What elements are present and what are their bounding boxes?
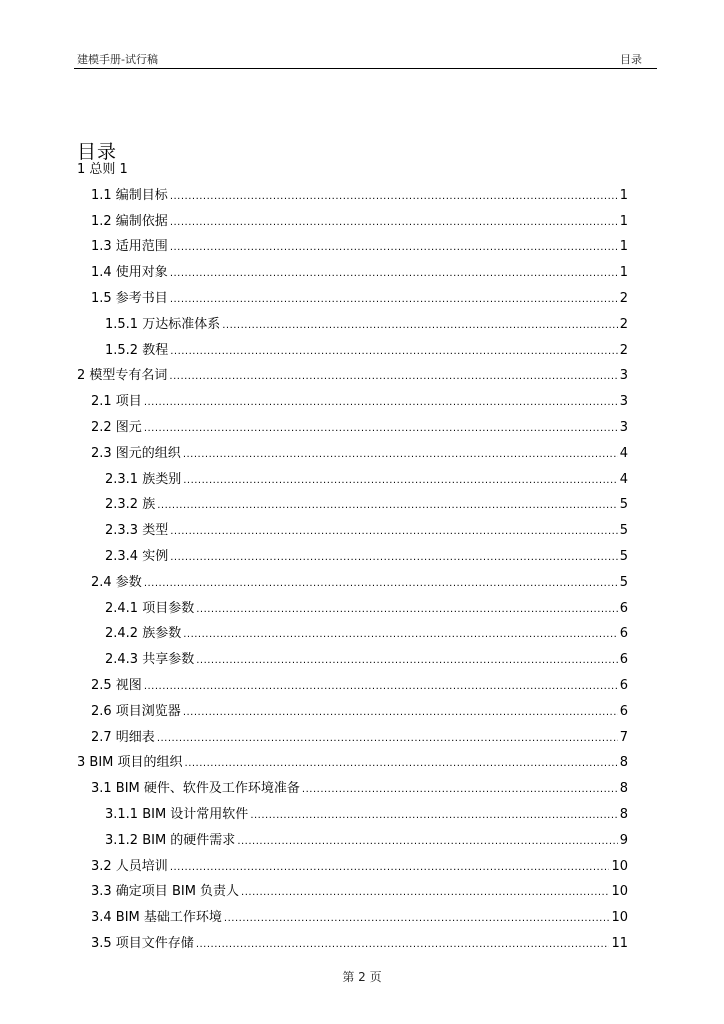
toc-entry-title: 2.4.1 项目参数: [105, 600, 195, 616]
toc-entry[interactable]: [91, 186, 628, 204]
toc-entry-page: 3: [619, 394, 628, 410]
toc-entry[interactable]: [105, 650, 628, 668]
toc-entry-title: 1.5.2 教程: [105, 342, 169, 358]
toc-entry-title: 3.2 人员培训: [91, 858, 168, 874]
toc-entry[interactable]: [91, 573, 628, 591]
toc-dot-leader: [157, 499, 618, 513]
toc-entry-page: 10: [611, 884, 628, 900]
toc-entry-page: 5: [619, 574, 628, 590]
toc-entry[interactable]: [77, 366, 628, 384]
toc-entry[interactable]: [91, 263, 628, 281]
toc-entry-page: 2: [619, 316, 628, 332]
toc-entry[interactable]: [91, 444, 628, 462]
toc-entry[interactable]: [91, 908, 628, 926]
toc-dot-leader: [196, 603, 618, 617]
toc-entry[interactable]: [91, 934, 628, 952]
toc-entry[interactable]: [105, 521, 628, 539]
toc-entry-title: 1.1 编制目标: [91, 187, 168, 203]
toc-entry[interactable]: [91, 418, 628, 436]
toc-dot-leader: [224, 912, 610, 926]
toc-dot-leader: [144, 577, 618, 591]
toc-entry-title: 3.1.1 BIM 设计常用软件: [105, 807, 249, 822]
toc-dot-leader: [144, 396, 618, 410]
toc-entry-title: 2.6 项目浏览器: [91, 703, 181, 719]
toc-entry-title: 3.3 确定项目 BIM 负责人: [91, 884, 240, 900]
toc-dot-leader: [170, 293, 618, 307]
toc-entry[interactable]: [105, 315, 628, 333]
toc-dot-leader: [196, 938, 610, 952]
toc-entry-page: 7: [619, 729, 628, 745]
toc-dot-leader: [183, 628, 618, 642]
toc-entry[interactable]: [91, 676, 628, 694]
toc-entry-page: 1: [619, 265, 628, 281]
toc-entry-title: 2.3 图元的组织: [91, 445, 181, 461]
toc-entry[interactable]: [105, 495, 628, 513]
toc-entry-title: 2.7 明细表: [91, 729, 155, 745]
toc-entry[interactable]: [91, 779, 628, 797]
toc-entry[interactable]: [91, 882, 628, 900]
toc-entry[interactable]: [105, 547, 628, 565]
toc-entry-title: 2.3.3 类型: [105, 523, 169, 539]
toc-dot-leader: [170, 861, 610, 875]
toc-dot-leader: [170, 551, 618, 565]
toc-dot-leader: [170, 216, 618, 230]
toc-entry-page: 2: [619, 291, 628, 306]
toc-dot-leader: [144, 422, 618, 436]
toc-dot-leader: [250, 809, 617, 823]
toc-dot-leader: [183, 474, 618, 488]
page-header-left: 建模手册-试行稿: [77, 53, 158, 66]
toc-dot-leader: [169, 370, 617, 384]
toc-entry[interactable]: [77, 753, 628, 771]
toc-entry-page: 4: [619, 471, 628, 487]
toc-entry-title: 2.3.2 族: [105, 497, 156, 513]
toc-entry-page: 6: [619, 703, 628, 719]
toc-entry-title: 1.5.1 万达标准体系: [105, 316, 221, 332]
toc-dot-leader: [170, 525, 618, 539]
toc-entry[interactable]: [91, 857, 628, 875]
toc-entry-title: 3.1 BIM 硬件、软件及工作环境准备: [91, 781, 300, 797]
toc-entry[interactable]: [91, 212, 628, 230]
toc-dot-leader: [302, 783, 618, 797]
toc-dot-leader: [170, 241, 618, 255]
toc-entry-title: 2.1 项目: [91, 394, 142, 410]
toc-entry-title: 3.1.2 BIM 的硬件需求: [105, 832, 236, 848]
toc-entry[interactable]: [91, 728, 628, 746]
toc-entry-title: 3 BIM 项目的组织: [77, 755, 183, 771]
page-footer: 第 2 页: [342, 970, 382, 984]
toc-entry[interactable]: [77, 160, 628, 178]
toc-entry-page: 3: [619, 420, 628, 435]
toc-entry-page: 9: [619, 832, 628, 848]
toc-dot-leader: [183, 706, 618, 720]
toc-entry-page: 6: [619, 678, 628, 693]
toc-entry-page: 5: [619, 549, 628, 564]
toc-dot-leader: [144, 680, 618, 694]
page-header-right: 目录: [620, 53, 642, 66]
toc-entry[interactable]: [105, 624, 628, 642]
toc-entry-page: 8: [619, 807, 628, 822]
toc-entry-title: 2.4 参数: [91, 574, 142, 590]
toc-dot-leader: [237, 835, 617, 849]
toc-dot-leader: [183, 448, 618, 462]
toc-dot-leader: [157, 732, 618, 746]
toc-entry-title: 2.2 图元: [91, 420, 142, 435]
toc-entry-page: 8: [619, 781, 628, 797]
toc-entry[interactable]: [105, 805, 628, 823]
toc-entry[interactable]: [105, 341, 628, 359]
toc-entry-title: 2.3.4 实例: [105, 549, 169, 564]
toc-dot-leader: [196, 654, 618, 668]
toc-title: 目录: [77, 140, 118, 163]
toc-entry-page: 10: [611, 910, 628, 926]
toc-entry-page: 3: [619, 368, 628, 384]
toc-entry-title: 2.4.2 族参数: [105, 626, 182, 642]
toc-entry-title: 3.4 BIM 基础工作环境: [91, 910, 222, 926]
toc-entry[interactable]: [91, 289, 628, 307]
toc-entry-title: 2 模型专有名词: [77, 368, 168, 384]
toc-entry-page: 5: [619, 497, 628, 513]
toc-entry[interactable]: [91, 392, 628, 410]
toc-entry-page: 6: [619, 600, 628, 616]
toc-dot-leader: [222, 319, 618, 333]
toc-entry[interactable]: [105, 831, 628, 849]
header-divider: [74, 68, 657, 69]
toc-entry-page: 1: [619, 239, 628, 255]
toc-entry-title: 1.3 适用范围: [91, 239, 168, 255]
toc-entry-page: 1: [619, 187, 628, 203]
toc-entry-title: 2.3.1 族类别: [105, 471, 182, 487]
toc-dot-leader: [170, 190, 618, 204]
toc-entry-page: 8: [619, 755, 628, 771]
toc-entry-page: 5: [619, 523, 628, 539]
toc-entry-title: 2.5 视图: [91, 678, 142, 693]
toc-entry[interactable]: [105, 599, 628, 617]
toc-entry-page: 1: [619, 213, 628, 229]
toc-dot-leader: [170, 267, 618, 281]
toc-entry-page: 10: [611, 858, 628, 874]
toc-entry[interactable]: [105, 470, 628, 488]
toc-entry[interactable]: [91, 237, 628, 255]
toc-entry-title: 1.4 使用对象: [91, 265, 168, 281]
toc-dot-leader: [185, 757, 618, 771]
toc-entry-title: 3.5 项目文件存储: [91, 936, 194, 951]
toc-entry-title: 1 总则 1: [77, 162, 128, 177]
toc-entry-title: 1.5 参考书目: [91, 291, 168, 306]
toc-entry-title: 1.2 编制依据: [91, 213, 168, 229]
toc-entry-page: 6: [619, 626, 628, 642]
toc-dot-leader: [170, 345, 618, 359]
toc-entry[interactable]: [91, 702, 628, 720]
toc-entry-page: 11: [611, 936, 628, 951]
toc-entry-page: 6: [619, 652, 628, 668]
toc-entry-page: 2: [619, 342, 628, 358]
toc-entry-page: 4: [619, 445, 628, 461]
toc-dot-leader: [241, 886, 609, 900]
toc-entry-title: 2.4.3 共享参数: [105, 652, 195, 668]
